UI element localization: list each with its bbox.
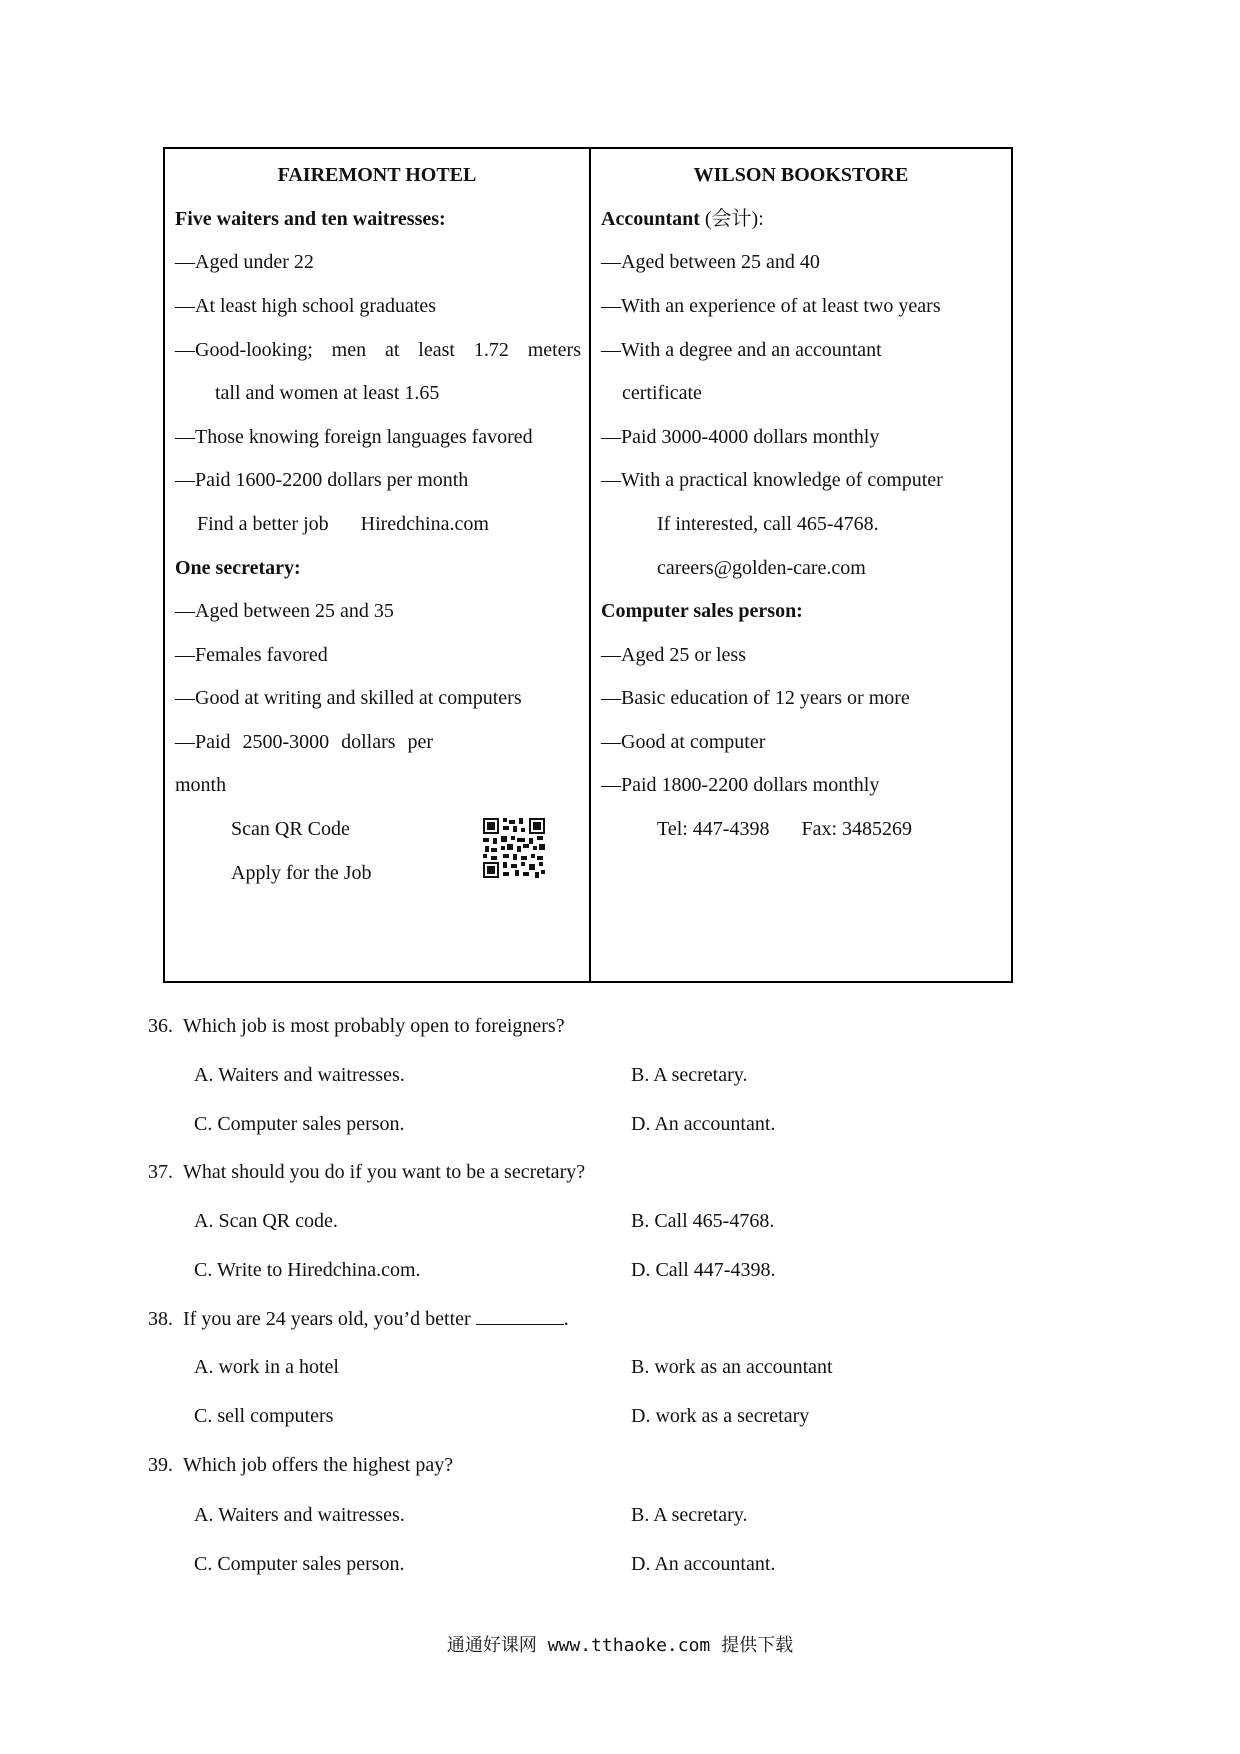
q38-option-d[interactable]: D. work as a secretary xyxy=(631,1405,810,1427)
hotel-title: FAIREMONT HOTEL xyxy=(277,164,477,186)
waiters-req-languages: —Those knowing foreign languages favored xyxy=(175,426,533,448)
accountant-heading: Accountant (会计): xyxy=(601,208,764,230)
q37-option-c[interactable]: C. Write to Hiredchina.com. xyxy=(194,1259,421,1281)
question-39: 39. Which job offers the highest pay? xyxy=(148,1454,454,1476)
sales-req-computer: —Good at computer xyxy=(601,731,766,753)
waiters-req-height: tall and women at least 1.65 xyxy=(215,382,440,404)
sales-req-education: —Basic education of 12 years or more xyxy=(601,687,910,709)
question-36: 36. Which job is most probably open to foreigners? xyxy=(148,1015,565,1037)
page-footer: 通通好课网 www.tthaoke.com 提供下载 xyxy=(446,1635,794,1656)
secretary-req-age: —Aged between 25 and 35 xyxy=(175,600,394,622)
q39-option-d[interactable]: D. An accountant. xyxy=(631,1553,776,1575)
waiters-apply-info: Find a better job Hiredchina.com xyxy=(197,513,489,535)
q36-option-b[interactable]: B. A secretary. xyxy=(631,1064,748,1086)
q38-option-b[interactable]: B. work as an accountant xyxy=(631,1356,833,1378)
waiters-req-looks: —Good-looking; men at least 1.72 meters xyxy=(175,339,581,361)
sales-contact xyxy=(657,815,912,843)
accountant-req-computer: —With a practical knowledge of computer xyxy=(601,469,943,491)
question-37: 37. What should you do if you want to be a secretary? xyxy=(148,1161,586,1183)
sales-req-pay: —Paid 1800-2200 dollars monthly xyxy=(601,774,880,796)
accountant-phone: If interested, call 465-4768. xyxy=(657,513,879,535)
q39-option-c[interactable]: C. Computer sales person. xyxy=(194,1553,405,1575)
hiredchina-link[interactable]: Hiredchina.com xyxy=(360,513,489,535)
sales-tel: Tel: 447-4398 xyxy=(657,818,770,840)
accountant-req-pay: —Paid 3000-4000 dollars monthly xyxy=(601,426,880,448)
job-ads-table xyxy=(163,147,1013,983)
sales-heading: Computer sales person: xyxy=(601,600,803,622)
fairemont-hotel-column xyxy=(165,149,591,981)
waiters-req-age: —Aged under 22 xyxy=(175,251,314,273)
secretary-req-gender: —Females favored xyxy=(175,644,328,666)
wilson-bookstore-column xyxy=(591,149,1011,981)
waiters-req-education: —At least high school graduates xyxy=(175,295,437,317)
sales-req-age: —Aged 25 or less xyxy=(601,644,746,666)
bookstore-title: WILSON BOOKSTORE xyxy=(693,164,909,186)
q36-option-d[interactable]: D. An accountant. xyxy=(631,1113,776,1135)
waiters-req-pay: —Paid 1600-2200 dollars per month xyxy=(175,469,469,491)
q37-option-a[interactable]: A. Scan QR code. xyxy=(194,1210,338,1232)
qr-code-icon[interactable] xyxy=(483,818,545,878)
q36-option-c[interactable]: C. Computer sales person. xyxy=(194,1113,405,1135)
answer-blank[interactable] xyxy=(476,1304,564,1325)
q37-option-b[interactable]: B. Call 465-4768. xyxy=(631,1210,775,1232)
accountant-email[interactable]: careers@golden-care.com xyxy=(657,557,866,579)
waiters-heading: Five waiters and ten waitresses: xyxy=(175,208,446,230)
q38-option-c[interactable]: C. sell computers xyxy=(194,1405,334,1427)
q37-option-d[interactable]: D. Call 447-4398. xyxy=(631,1259,776,1281)
accountant-req-degree: —With a degree and an accountant xyxy=(601,339,882,361)
q39-option-b[interactable]: B. A secretary. xyxy=(631,1504,748,1526)
scan-qr-label: Scan QR Code xyxy=(231,818,350,840)
accountant-req-age: —Aged between 25 and 40 xyxy=(601,251,820,273)
question-38: 38. If you are 24 years old, you’d better . xyxy=(148,1304,569,1333)
sales-fax: Fax: 3485269 xyxy=(801,818,913,840)
secretary-heading: One secretary: xyxy=(175,557,301,579)
secretary-req-pay-cont: month xyxy=(175,774,227,796)
secretary-req-pay: —Paid 2500-3000 dollars per xyxy=(175,731,433,753)
q38-option-a[interactable]: A. work in a hotel xyxy=(194,1356,339,1378)
apply-job-label: Apply for the Job xyxy=(231,862,372,884)
q36-option-a[interactable]: A. Waiters and waitresses. xyxy=(194,1064,405,1086)
secretary-req-skills: —Good at writing and skilled at computers xyxy=(175,687,522,709)
accountant-req-experience: —With an experience of at least two years xyxy=(601,295,941,317)
q39-option-a[interactable]: A. Waiters and waitresses. xyxy=(194,1504,405,1526)
accountant-req-degree-cont: certificate xyxy=(622,382,702,404)
